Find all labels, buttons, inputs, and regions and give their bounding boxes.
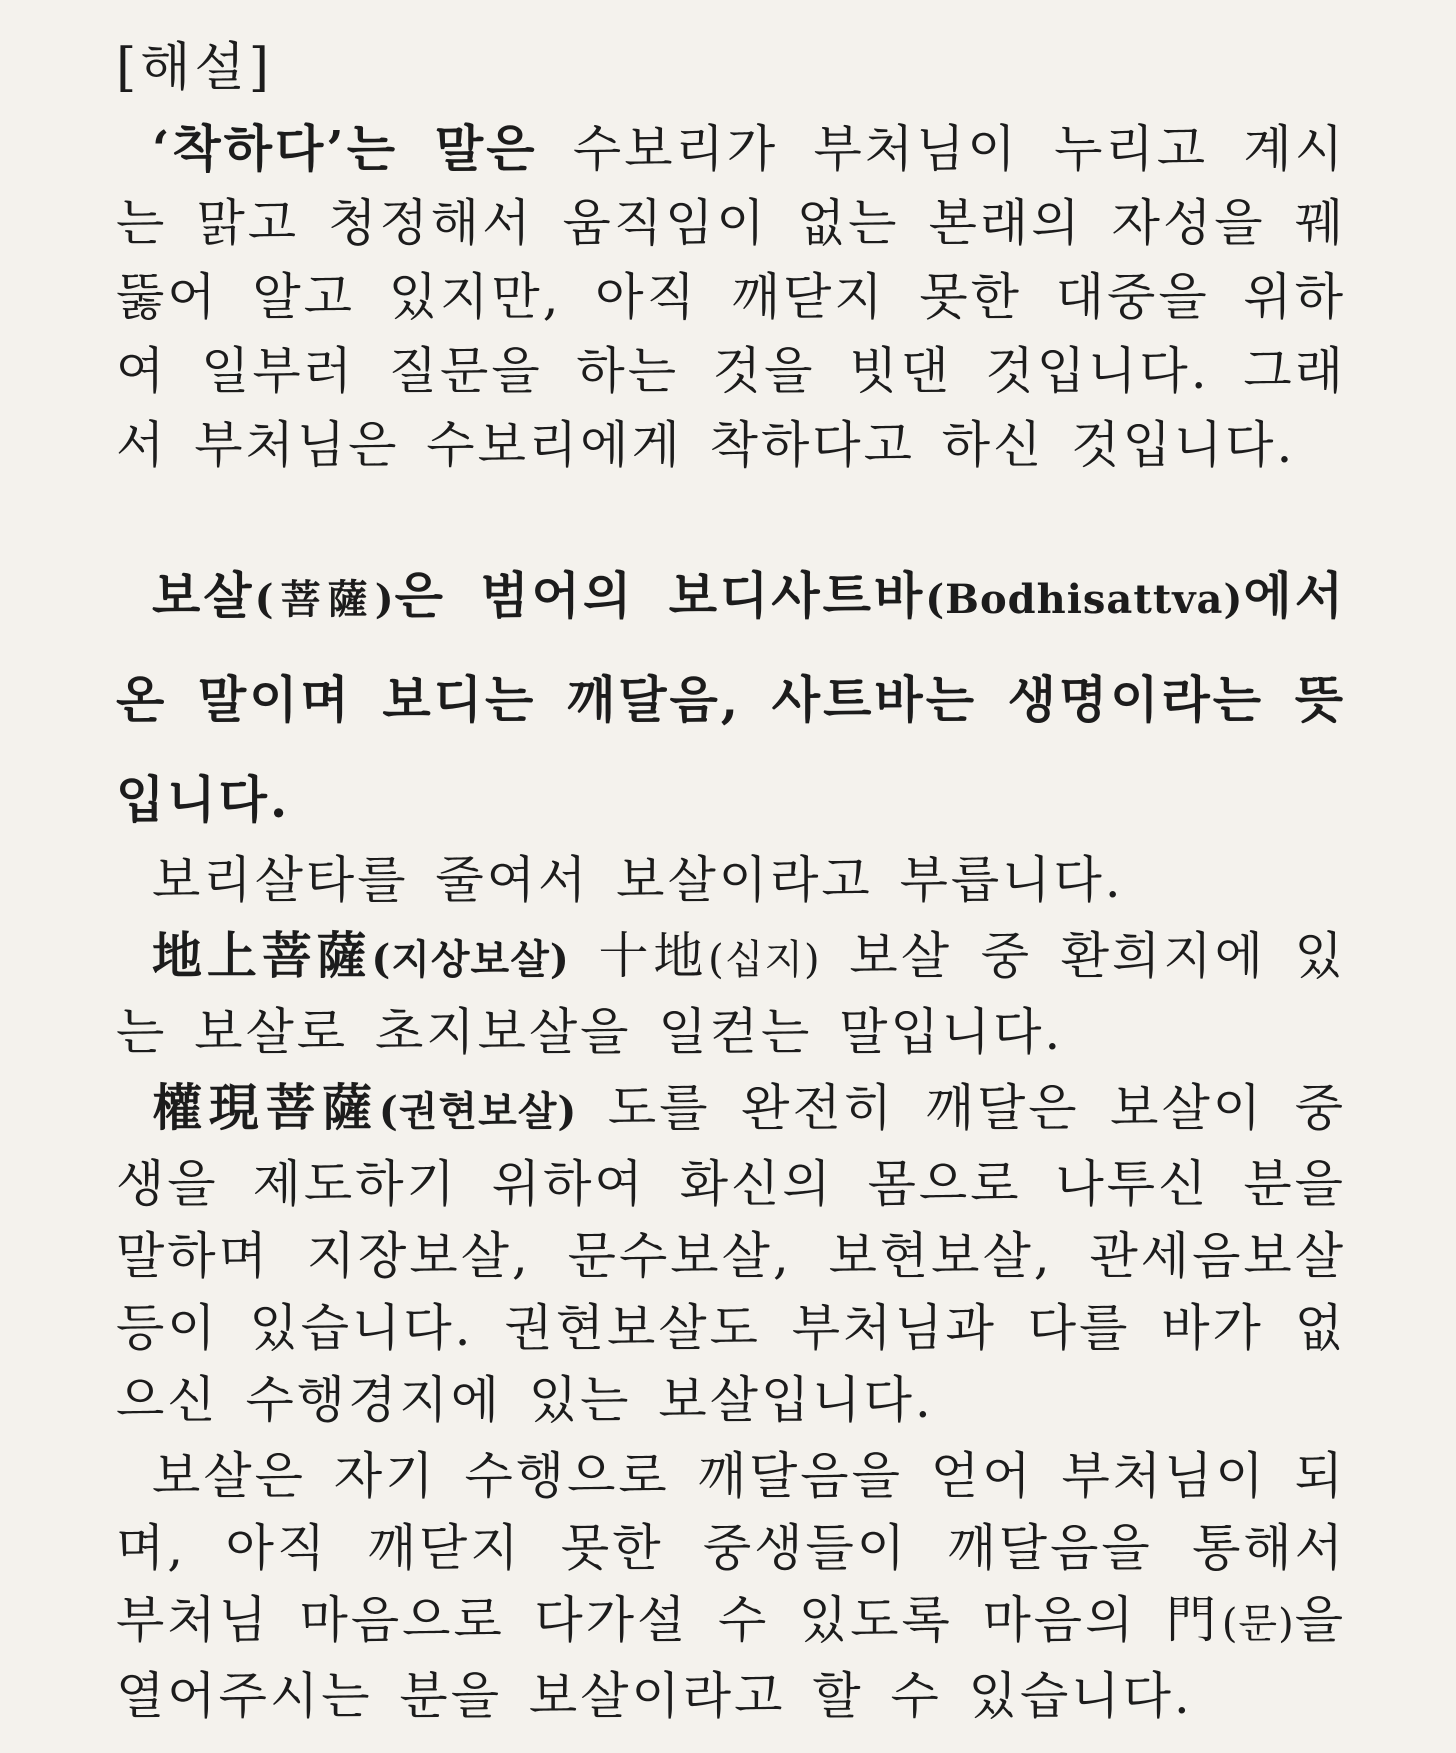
sipji-reading: (십지) xyxy=(708,937,821,983)
commentary-lead: ‘착하다’는 말은 xyxy=(152,119,538,178)
bodhisattva-latin: (Bodhisattva) xyxy=(925,576,1244,623)
commentary-text: 수보리가 부처님이 누리고 계시는 맑고 청정해서 움직임이 없는 본래의 자성을 꿰뚫어 알고 있지만, 아직 깨닫지 못한 대중을 위하여 일부러 질문을 하는 것을 빗댄 것입니다. 그래서 부처님은 수보리에게 착하다고 하신 것입니다. xyxy=(116,120,1346,474)
gwonhyeon-bosal-reading: (권현보살) xyxy=(378,1088,578,1135)
bodhisattva-text-2: 에서 온 말이며 보디는 깨달음, 사트바는 생명이라는 뜻입니다. xyxy=(116,566,1346,829)
bodhisattva-text-1: 은 범어의 보디사트바 xyxy=(394,566,926,625)
section-heading: [해설] xyxy=(116,38,274,98)
closing-text-2: 을 열어주시는 분을 보살이라고 할 수 있습니다. xyxy=(116,1591,1346,1725)
jisang-text-1: 十地 xyxy=(569,927,709,985)
bodhisattva-term: 보살 xyxy=(152,566,255,625)
abbreviation-paragraph: 보리살타를 줄여서 보살이라고 부릅니다. xyxy=(152,851,1124,909)
bosal-closing-paragraph xyxy=(116,1440,1346,1732)
gwonhyeon-bosal-term: 權現菩薩 xyxy=(152,1078,379,1137)
jisang-bosal-term: 地上菩薩 xyxy=(152,926,372,985)
bodhisattva-definition-paragraph xyxy=(116,546,1346,850)
bodhisattva-hanja: (菩薩) xyxy=(254,576,395,623)
closing-text-1: 보살은 자기 수행으로 깨달음을 얻어 부처님이 되며, 아직 깨닫지 못한 중생들이 깨달음을 통해서 부처님 마음으로 다가설 수 있도록 마음의 門 xyxy=(116,1447,1346,1649)
jisang-bosal-paragraph xyxy=(116,920,1346,1068)
gwonhyeon-bosal-paragraph xyxy=(116,1072,1346,1436)
jisang-bosal-reading: (지상보살) xyxy=(371,936,570,983)
page-content xyxy=(116,38,1346,1732)
gwonhyeon-text: 도를 완전히 깨달은 보살이 중생을 제도하기 위하여 화신의 몸으로 나투신 분을 말하며 지장보살, 문수보살, 보현보살, 관세음보살 등이 있습니다. 권현보살도 부처님과 다를 바가 없으신 수행경지에 있는 보살입니다. xyxy=(116,1079,1346,1429)
jisang-text-2: 보살 중 환희지에 있는 보살로 초지보살을 일컫는 말입니다. xyxy=(116,927,1346,1061)
commentary-paragraph xyxy=(116,112,1346,482)
mun-reading: (문) xyxy=(1221,1601,1295,1647)
